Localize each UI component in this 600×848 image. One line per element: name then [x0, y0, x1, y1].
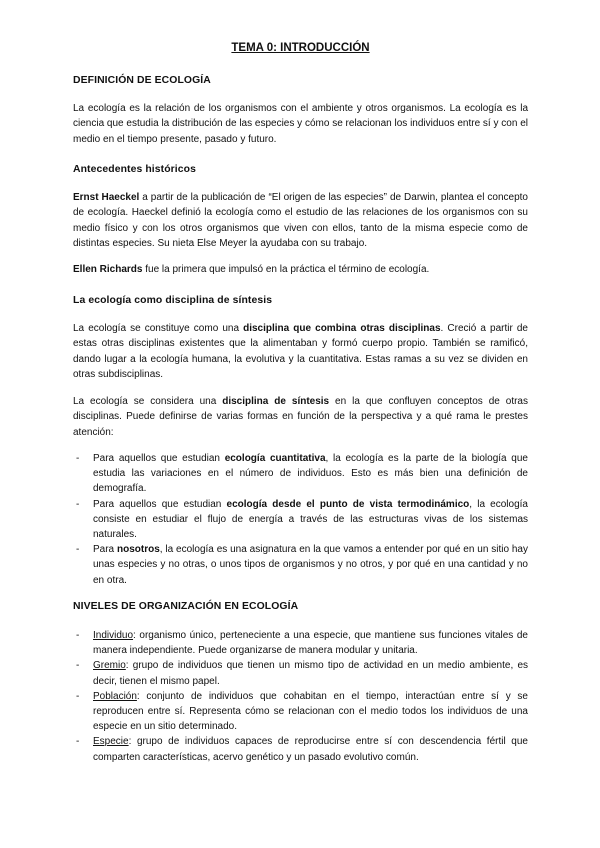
paragraph-sintesis-2 [73, 394, 528, 440]
list-item [73, 658, 528, 688]
list-item [73, 497, 528, 543]
haeckel-text: a partir de la publicación de “El origen de las especies” de Darwin, plantea el concepto de ecología. Haeckel definió la ecología como el estudio de las relaciones de los organismos con su medio físico y con los otros organismos que viven con ellos, tanto de la misma especie como de distintas especies. Su nieta Else Meyer la ayudaba con su trabajo. [73, 192, 528, 250]
section-heading-niveles: NIVELES DE ORGANIZACIÓN EN ECOLOGÍA [73, 601, 299, 612]
item-bold: nosotros [116, 544, 160, 556]
list-item [73, 689, 528, 735]
paragraph-richards [73, 262, 528, 277]
item-pre: Para aquellos que estudian [93, 498, 227, 510]
item-text: : conjunto de individuos que cohabitan en el tiempo, interactúan entre sí y se reproducen entre sí. Representa cómo se relacionan con el medio todos los individuos de una especie en un sitio determinado. [93, 690, 528, 733]
item-bold: ecología cuantitativa [224, 453, 326, 464]
dash-bullet: - [76, 544, 80, 556]
list-item [73, 734, 528, 764]
sintesis-1-pre: La ecología se constituye como una [73, 323, 244, 334]
sintesis-2-post: en la que confluyen conceptos de otras disciplinas. Puede definirse de varias formas en función de la perspectiva y a qué rama le prestes atención: [73, 396, 528, 438]
sintesis-1-bold: disciplina que combina otras disciplinas [243, 323, 441, 334]
item-text: : organismo único, perteneciente a una especie, que mantiene sus funciones vitales de manera independiente. Puede organizarse de manera modular y unitaria. [93, 630, 528, 657]
item-pre: Para aquellos que estudian [93, 453, 225, 464]
section-heading-sintesis: La ecología como disciplina de síntesis [73, 295, 273, 306]
item-post: , la ecología es una asignatura en la que vamos a entender por qué en un sitio hay unas especies y no otras, o unos tipos de organismos y no otros, y por qué en una cantidad y no en otra. [93, 544, 528, 586]
item-pre: Para [93, 544, 117, 556]
item-term: Gremio [93, 660, 126, 672]
item-term: Especie [93, 736, 129, 748]
item-term: Individuo [93, 630, 134, 641]
dash-bullet: - [76, 453, 80, 464]
paragraph-definicion: La ecología es la relación de los organismos con el ambiente y otros organismos. La ecología es la ciencia que estudia la distribución de las especies y cómo se relacionan los individuos entre sí y con el medio en el tiempo presente, pasado y futuro. [73, 103, 528, 145]
sintesis-1-post: . Creció a partir de estas otras disciplinas existentes que la alimentaban y formó cuerpo propio. También se ramificó, dando lugar a la ecología humana, la evolutiva y la cuantitativa. Estas ramas a su vez se dividen en otras subdisciplinas. [73, 323, 528, 381]
richards-name: Ellen Richards [73, 264, 143, 275]
dash-bullet: - [76, 736, 80, 748]
section-heading-antecedentes: Antecedentes históricos [73, 164, 196, 175]
paragraph-haeckel [73, 190, 528, 252]
list-item [73, 451, 528, 497]
list-niveles [73, 628, 528, 765]
sintesis-2-bold: disciplina de síntesis [222, 396, 330, 407]
item-term: Población [93, 690, 137, 702]
list-definiciones [73, 451, 528, 588]
paragraph-sintesis-1 [73, 321, 528, 383]
list-item [73, 628, 528, 658]
dash-bullet: - [76, 498, 80, 510]
item-text: : grupo de individuos capaces de reproducirse entre sí con descendencia fértil que comparten características, acervo genético y un pasado evolutivo común. [93, 736, 528, 763]
dash-bullet: - [76, 690, 80, 702]
sintesis-2-pre: La ecología se considera una [73, 396, 223, 407]
dash-bullet: - [76, 630, 80, 641]
haeckel-name: Ernst Haeckel [73, 192, 140, 203]
richards-text: fue la primera que impulsó en la práctica el término de ecología. [142, 264, 430, 275]
item-post: , la ecología consiste en estudiar el flujo de energía a través de las estructuras vivas de los sistemas naturales. [93, 498, 528, 541]
section-heading-definicion: DEFINICIÓN DE ECOLOGÍA [73, 75, 211, 86]
item-bold: ecología desde el punto de vista termodinámico [226, 498, 470, 510]
page-title: TEMA 0: INTRODUCCIÓN [231, 42, 370, 54]
item-text: : grupo de individuos que tienen un mismo tipo de actividad en un medio ambiente, es decir, tienen el mismo papel. [93, 660, 528, 687]
item-post: , la ecología es la parte de la biología que estudia las variaciones en el número de individuos. Esto es más bien una definición de demografía. [93, 453, 528, 495]
list-item [73, 542, 528, 588]
dash-bullet: - [76, 660, 80, 672]
